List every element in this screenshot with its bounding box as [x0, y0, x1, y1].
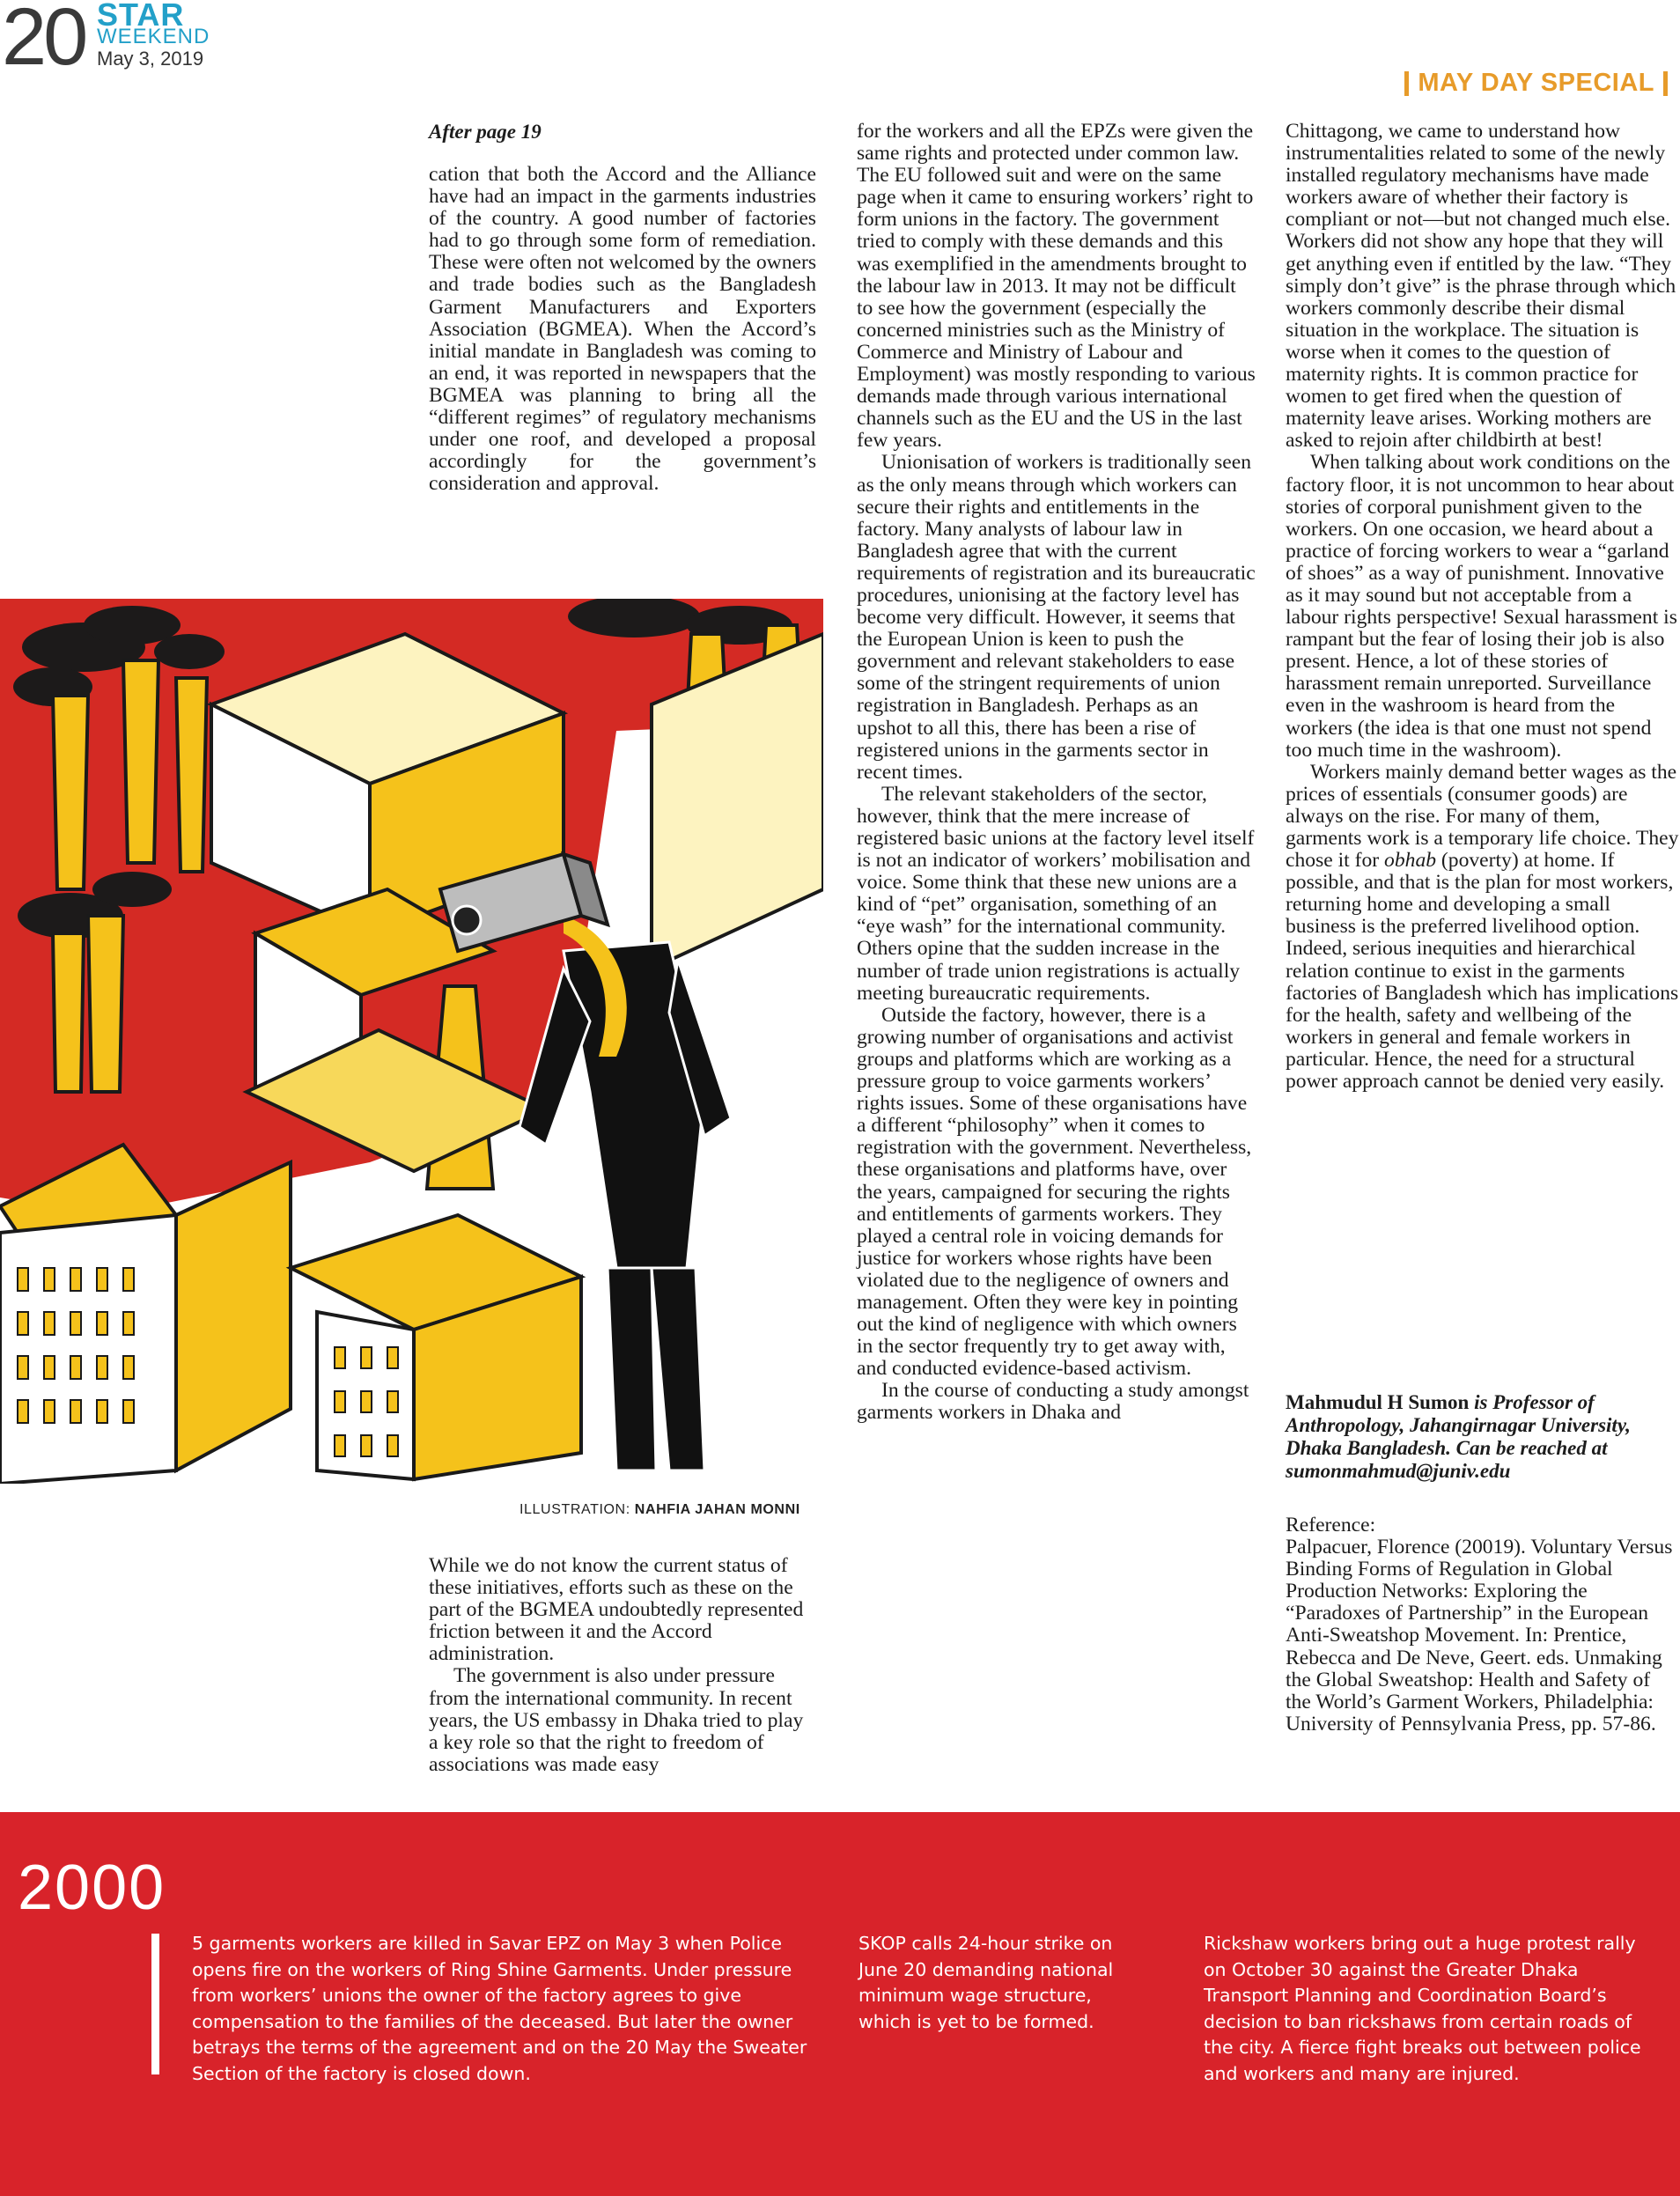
- paragraph: for the workers and all the EPZs were given the same rights and protected under common law. The EU followed suit and were on the same page when it came to ensuring workers’ right to form unions in the factory. The government tried to comply with these demands and this was exemplified in the amendments brought to the labour law in 2013. It may not be difficult to see how the government (especially the concerned ministries such as the Ministry of Commerce and Ministry of Labour and Employment) was mostly responding to various demands made through various international channels such as the EU and the US in the last few years.: [857, 120, 1256, 453]
- issue-date: May 3, 2019: [97, 48, 204, 70]
- paragraph: Chittagong, we came to understand how instrumentalities related to some of the newly installed regulatory mechanisms have made workers aware of whether their factory is compliant or not—but not changed much else. Workers did not show any hope that they will get anything even if entitled by the law. “They simply don’t give” is the phrase through which workers commonly describe their dismal situation in the workplace. The situation is worse when it comes to the question of maternity rights. It is common practice for women to get fired when the question of maternity leave arises. Working mothers are asked to rejoin after childbirth at best!: [1286, 120, 1676, 453]
- brand-logo: STAR: [97, 0, 185, 33]
- paragraph: Outside the factory, however, there is a growing number of organisations and activist groups and platforms which are working as a pressure group to voice garments workers’ rights issues. Some of these organisations have a different “philosophy” when it comes to registration with the government. Nevertheless, these organisations and platforms have, over the years, campaigned for securing the rights and entitlements of garments workers. They played a central role in voicing demands for justice for workers whose rights have been violated due to the negligence of owners and management. Often they were key in pointing out the kind of negligence with which owners in the sector frequently try to get away with, and conducted evidence-based activism.: [857, 1003, 1252, 1381]
- jump-line: After page 19: [429, 121, 542, 143]
- paragraph: Unionisation of workers is traditionally seen as the only means through which workers can secure their rights and entitlements in the factory. Many analysts of labour law in Bangladesh agree that with the current requirements of registration and its bureaucratic procedures, unionising at the factory level has become very difficult. However, it seems that the European Union is keen to push the government and relevant stakeholders to ease some of the stringent requirements of union registration in Bangladesh. Perhaps as an upshot to all this, there has been a rise of registered unions in the garments sector in recent times.: [857, 451, 1256, 784]
- section-tag: [1404, 69, 1668, 98]
- text-run: (poverty) at home. If possible, and that is the plan for most workers, returning home and developing a small business is the preferred livelihood option. Indeed, serious inequities and hierarchical relation continue to exist in the garments factories of Bangladesh which has implications for the health, safety and wellbeing of the workers in general and female workers in particular. Hence, the need for a structural power approach cannot be denied very easily.: [1286, 849, 1679, 1094]
- timeline-event: SKOP calls 24-hour strike on June 20 demanding national minimum wage structure, which is yet to be formed.: [858, 1933, 1114, 2032]
- timeline-event: 5 garments workers are killed in Savar EPZ on May 3 when Police opens fire on the workers of Ring Shine Garments. Under pressure from workers’ unions the owner of the factory agrees to give compensation to the families of the deceased. But later the owner betrays the terms of the agreement and on the 20 May the Sweater Section of the factory is closed down.: [192, 1933, 807, 2084]
- tag-bar-icon: [1404, 71, 1409, 96]
- timeline-divider-icon: [151, 1934, 159, 2074]
- credit-name: NAHFIA JAHAN MONNI: [634, 1502, 800, 1517]
- timeline-year: 2000: [18, 1853, 166, 1923]
- illustration-credit: [519, 1502, 800, 1518]
- paragraph: [1286, 762, 1680, 1093]
- column-1-top: [429, 164, 816, 495]
- column-2: [857, 121, 1256, 1425]
- paragraph: cation that both the Accord and the Alliance have had an impact in the garments industries of the country. A good number of factories had to go through some form of remediation. These were often not welcomed by the owners and trade bodies such as the Bangladesh Garment Manufacturers and Exporters Association (BGMEA). When the Accord’s initial mandate in Bangladesh was coming to an end, it was reported in newspapers that the BGMEA was planning to bring all the “different regimes” of regulatory mechanisms under one roof, and developed a proposal accordingly for the government’s consideration and approval.: [429, 163, 816, 496]
- paragraph: The relevant stakeholders of the sector, however, think that the mere increase of registered basic unions at the factory level itself is not an indicator of workers’ mobilisation and voice. Some think that these new unions are a kind of “pet” organisation, something of an “eye wash” for the international community. Others opine that the sudden increase in the number of trade union registrations is actually meeting bureaucratic requirements.: [857, 782, 1255, 1005]
- reference-text: Palpacuer, Florence (20019). Voluntary Versus Binding Forms of Regulation in Global Production Networks: Exploring the “Paradoxes of Partnership” in the European Anti-Sweatshop Movement. In: Prentice, Rebecca and De Neve, Geert. eds. Unmaking the Global Sweatshop: Health and Safety of the World’s Garment Workers, Philadelphia: University of Pennsylvania Press, pp. 57-86.: [1286, 1536, 1673, 1735]
- reference-block: [1286, 1514, 1680, 1735]
- author-name: Mahmudul H Sumon: [1286, 1391, 1470, 1413]
- reference-label: Reference:: [1286, 1514, 1376, 1536]
- column-1-bottom: [429, 1555, 816, 1776]
- paragraph: The government is also under pressure from the international community. In recent years, the US embassy in Dhaka tried to play a key role so that the right to freedom of associations was made easy: [429, 1664, 804, 1776]
- section-label: MAY DAY SPECIAL: [1418, 69, 1654, 97]
- column-3: [1286, 121, 1680, 1093]
- author-bio: is Professor of Anthropology, Jahangirnagar University, Dhaka Bangladesh. Can be reached at sumonmahmud@juniv.edu: [1286, 1391, 1631, 1482]
- tag-bar-icon: [1663, 71, 1668, 96]
- text-run: Workers mainly demand better wages as the prices of essentials (consumer goods) are always on the rise. For many of them, garments work is a temporary life choice. They chose it for: [1286, 760, 1679, 873]
- credit-label: ILLUSTRATION:: [519, 1502, 635, 1517]
- page-number: 20: [2, 0, 85, 82]
- paragraph: In the course of conducting a study amongst garments workers in Dhaka and: [857, 1379, 1249, 1425]
- paragraph: When talking about work conditions on the factory floor, it is not uncommon to hear about stories of corporal punishment given to the workers. On one occasion, we heard about a practice of forcing workers to wear a “garland of shoes” as a way of punishment. Innovative as it may sound but not acceptable from a labour rights perspective! Sexual harassment is rampant but the fear of losing their job is also present. Hence, a lot of these stories of harassment remain unreported. Surveillance even in the washroom is heard from the workers (the idea is that one must not spend too much time in the washroom).: [1286, 451, 1677, 762]
- factory-illustration: [0, 599, 823, 1484]
- brand-subtitle: WEEKEND: [97, 25, 210, 48]
- timeline-event: Rickshaw workers bring out a huge protest rally on October 30 against the Greater Dhaka Transport Planning and Coordination Board’s decision to ban rickshaws from certain roads of the city. A fierce fight breaks out between police and workers and many are injured.: [1204, 1933, 1641, 2084]
- paragraph: While we do not know the current status of these initiatives, efforts such as these on the part of the BGMEA undoubtedly represented friction between it and the Accord administration.: [429, 1554, 804, 1666]
- italic-term: obhab: [1384, 849, 1437, 873]
- author-byline: [1286, 1391, 1680, 1483]
